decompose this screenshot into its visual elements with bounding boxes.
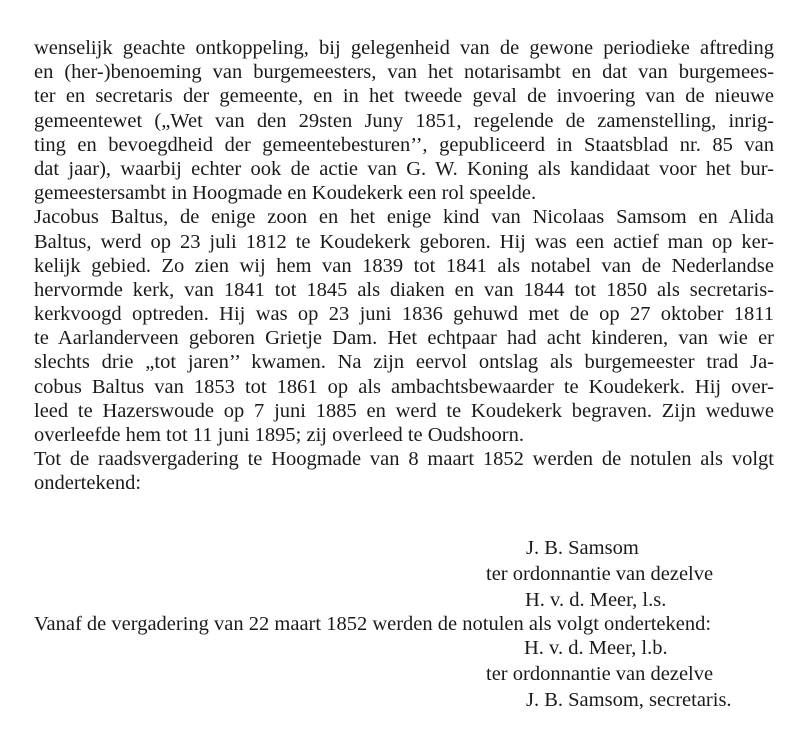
text-line: wenselijk geachte ontkoppeling, bij gelegenheid van de gewone periodieke aftreding bbox=[34, 37, 774, 59]
text-line: kelijk gebied. Zo zien wij hem van 1839 tot 1841 als notabel van de Nederlandse bbox=[34, 254, 774, 277]
signature-clerk: H. v. d. Meer, l.s. bbox=[525, 589, 667, 611]
signature-role: ter ordonnantie van dezelve bbox=[486, 563, 714, 585]
text-line: dat jaar), waarbij echter ook de actie van G. W. Koning als kandidaat voor het bur- bbox=[34, 157, 774, 180]
body-text bbox=[34, 36, 774, 496]
paragraph-vanaf: Vanaf de vergadering van 22 maart 1852 werden de notulen als volgt ondertekend: bbox=[34, 613, 712, 635]
paragraph-raadsvergadering bbox=[34, 447, 774, 495]
text-line: gemeentewet („Wet van den 29sten Juny 1851, regelende de zamenstelling, inrig- bbox=[34, 109, 774, 132]
text-line: Baltus, werd op 23 juli 1812 te Koudekerk geboren. Hij was een actief man op ker- bbox=[34, 230, 774, 253]
text-line: leed te Hazerswoude op 7 juni 1885 en werd te Koudekerk begraven. Zijn weduwe bbox=[34, 399, 774, 422]
text-line: en (her-)benoeming van burgemeesters, van het notarisambt en dat van burgemees- bbox=[34, 61, 774, 84]
text-line: gemeestersambt in Hoogmade en Koudekerk een rol speelde. bbox=[34, 182, 537, 205]
text-line: slechts drie „tot jaren’’ kwamen. Na zijn eervol ontslag als burgemeester trad Ja- bbox=[34, 351, 774, 374]
text-line: cobus Baltus van 1853 tot 1861 op als ambachtsbewaarder te Koudekerk. Hij over- bbox=[34, 375, 774, 398]
signature-name: J. B. Samsom bbox=[526, 537, 639, 559]
text-line: ter en secretaris der gemeente, en in het tweede geval de invoering van de nieuwe bbox=[34, 85, 774, 108]
signature-clerk: J. B. Samsom, secretaris. bbox=[526, 689, 732, 711]
text-line: ondertekend: bbox=[34, 472, 142, 495]
text-line: Jacobus Baltus, de enige zoon en het enige kind van Nicolaas Samsom en Alida bbox=[34, 206, 774, 229]
paragraph-jacobus-baltus bbox=[34, 205, 774, 447]
text-line: hervormde kerk, van 1841 tot 1845 als diaken en van 1844 tot 1850 als secretaris- bbox=[34, 278, 774, 301]
signature-name: H. v. d. Meer, l.b. bbox=[524, 637, 668, 659]
text-line: Tot de raadsvergadering te Hoogmade van 8 maart 1852 werden de notulen als volgt bbox=[34, 448, 774, 471]
text-line: te Aarlanderveen geboren Grietje Dam. Het echtpaar had acht kinderen, van wie er bbox=[34, 327, 774, 350]
text-line: ting en bevoegdheid der gemeentebesturen’’, gepubliceerd in Staatsblad nr. 85 van bbox=[34, 133, 774, 156]
text-line: overleefde hem tot 11 juni 1895; zij overleed te Oudshoorn. bbox=[34, 424, 524, 446]
signature-role: ter ordonnantie van dezelve bbox=[486, 663, 714, 685]
paragraph-ontkoppeling bbox=[34, 36, 774, 205]
text-line: kerkvoogd optreden. Hij was op 23 juni 1836 gehuwd met de op 27 oktober 1811 bbox=[34, 303, 774, 326]
